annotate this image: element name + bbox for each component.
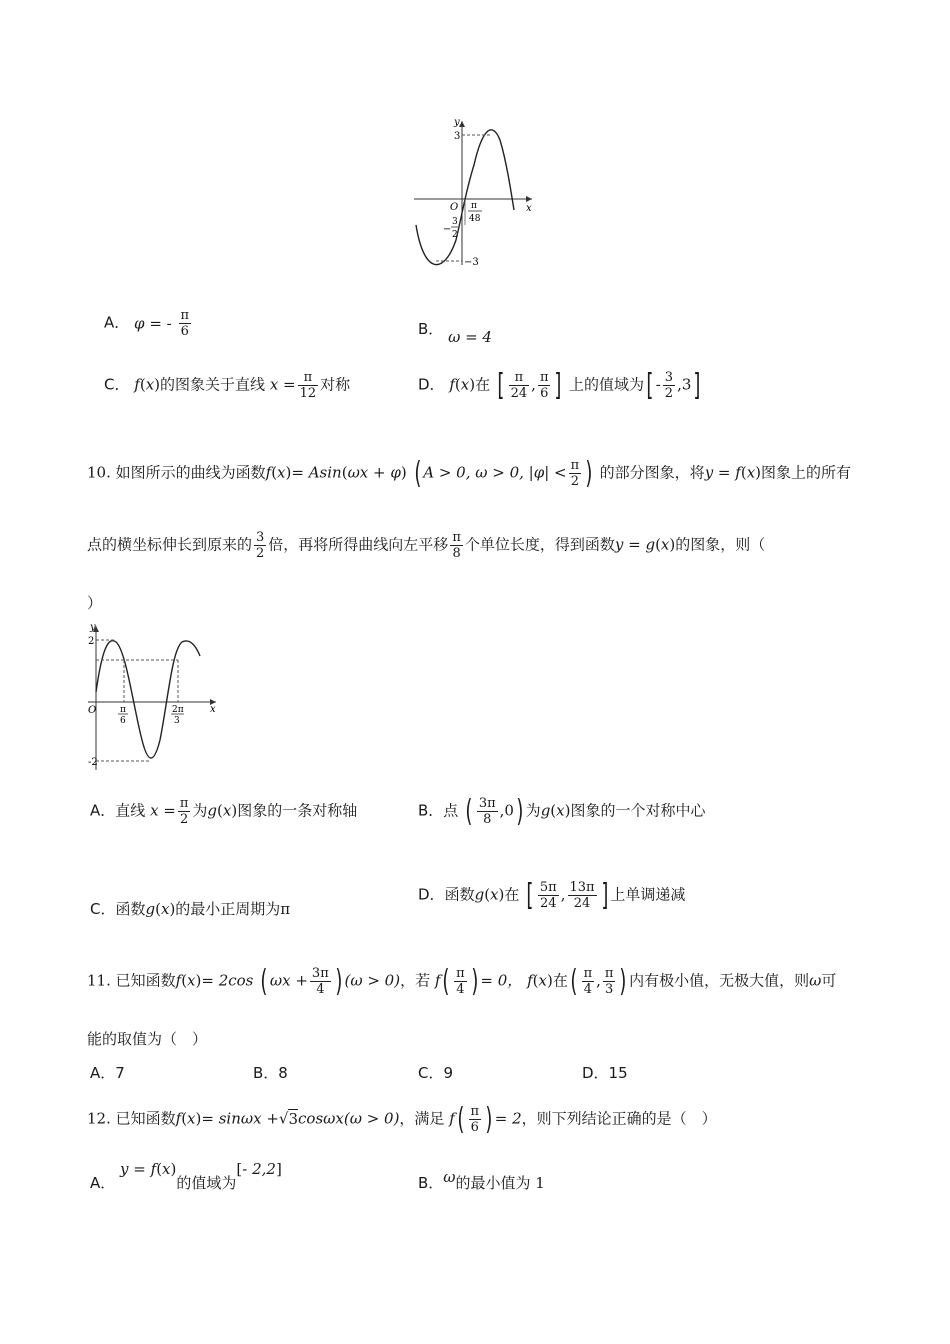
origin-label: O bbox=[88, 705, 97, 716]
q12-option-b[interactable]: B．ω的最小值为 1 bbox=[418, 1168, 545, 1192]
half-den: 2 bbox=[452, 230, 458, 240]
q9-option-a[interactable]: A． φ = - $\frac{\pi}{6}$ bbox=[104, 308, 190, 339]
q11-option-c[interactable]: C．9 bbox=[418, 1064, 454, 1082]
q11-line-1: 11. 已知函数f(x)= 2cos ( ωx + $\frac{3\pi}{4}$ ) (ω > 0)，若 f( $\frac{\pi}{4}$ ) = 0， f(x)在( $\frac{\pi}{4}$ , $\frac{\pi}{3}$ ) 内有极小值，无极大值，则ω可 bbox=[87, 963, 837, 999]
axis-x-label: x bbox=[210, 704, 216, 715]
xtick-den: 48 bbox=[469, 214, 481, 224]
half-sign: − bbox=[443, 224, 452, 235]
origin-label: O bbox=[450, 202, 459, 213]
axis-x-label: x bbox=[526, 203, 532, 214]
q11-option-d[interactable]: D．15 bbox=[582, 1064, 628, 1082]
q10-option-c[interactable]: C．函数g(x)的最小正周期为π bbox=[90, 900, 291, 918]
q10-line-2: 点的横坐标伸长到原来的 $\frac{3}{2}$ 倍，再将所得曲线向左平移 $\frac{\pi}{8}$ 个单位长度，得到函数y = g(x)的图象，则（ bbox=[87, 530, 766, 561]
ymin-label: -2 bbox=[88, 757, 98, 768]
q9-option-c[interactable]: C． f(x)的图象关于直线 x = $\frac{\pi}{12}$ 对称 bbox=[104, 370, 351, 401]
ymax-label: 2 bbox=[88, 636, 95, 647]
tick1-num: π bbox=[120, 705, 126, 715]
q10-option-d[interactable]: D．函数g(x)在 [ $\frac{5\pi}{24}$ , $\frac{13\pi}{24}$ ] 上单调递减 bbox=[418, 877, 686, 913]
xtick-num: π bbox=[471, 201, 477, 211]
q9-option-d[interactable]: D． f(x)在 [ $\frac{\pi}{24}$ , $\frac{\pi}{6}$ ] 上的值域为[ - $\frac{3}{2}$ ,3] bbox=[418, 367, 701, 403]
q11-option-a[interactable]: A．7 bbox=[90, 1064, 125, 1082]
figure-q9-graph bbox=[410, 115, 540, 275]
q12-option-a[interactable]: A． y = f(x)的值域为[- 2,2] bbox=[90, 1160, 282, 1192]
q9-option-b[interactable]: B． ω = 4 bbox=[418, 320, 492, 346]
tick2-num: 2π bbox=[172, 705, 184, 715]
q10-option-a[interactable]: A．直线 x = $\frac{\pi}{2}$ 为g(x)图象的一条对称轴 bbox=[90, 796, 358, 827]
figure-q10-graph bbox=[84, 620, 224, 772]
q12-line-1: 12. 已知函数f(x)= sinωx +√3cosωx(ω > 0)，满足 f( $\frac{\pi}{6}$ ) = 2，则下列结论正确的是（ ） bbox=[87, 1101, 717, 1137]
q10-line-3: ） bbox=[87, 594, 103, 612]
axis-y-label: y bbox=[454, 117, 460, 128]
tick1-den: 6 bbox=[120, 716, 126, 726]
half-num: 3 bbox=[452, 217, 458, 227]
q11-line-2: 能的取值为（ ） bbox=[87, 1030, 208, 1048]
ymax-label: 3 bbox=[454, 131, 461, 142]
axis-y-label: y bbox=[90, 622, 96, 633]
q10-option-b[interactable]: B．点 ( $\frac{3\pi}{8}$ ,0) 为g(x)图象的一个对称中心 bbox=[418, 793, 706, 829]
q11-option-b[interactable]: B．8 bbox=[253, 1064, 288, 1082]
tick2-den: 3 bbox=[174, 716, 180, 726]
ymin-label: −3 bbox=[464, 257, 479, 268]
q10-line-1: 10. 如图所示的曲线为函数f(x)= Asin(ωx + φ) ( A > 0, ω > 0, |φ| < $\frac{\pi}{2}$ ) 的部分图象，将y = f(x)图象上的所有 bbox=[87, 455, 852, 491]
